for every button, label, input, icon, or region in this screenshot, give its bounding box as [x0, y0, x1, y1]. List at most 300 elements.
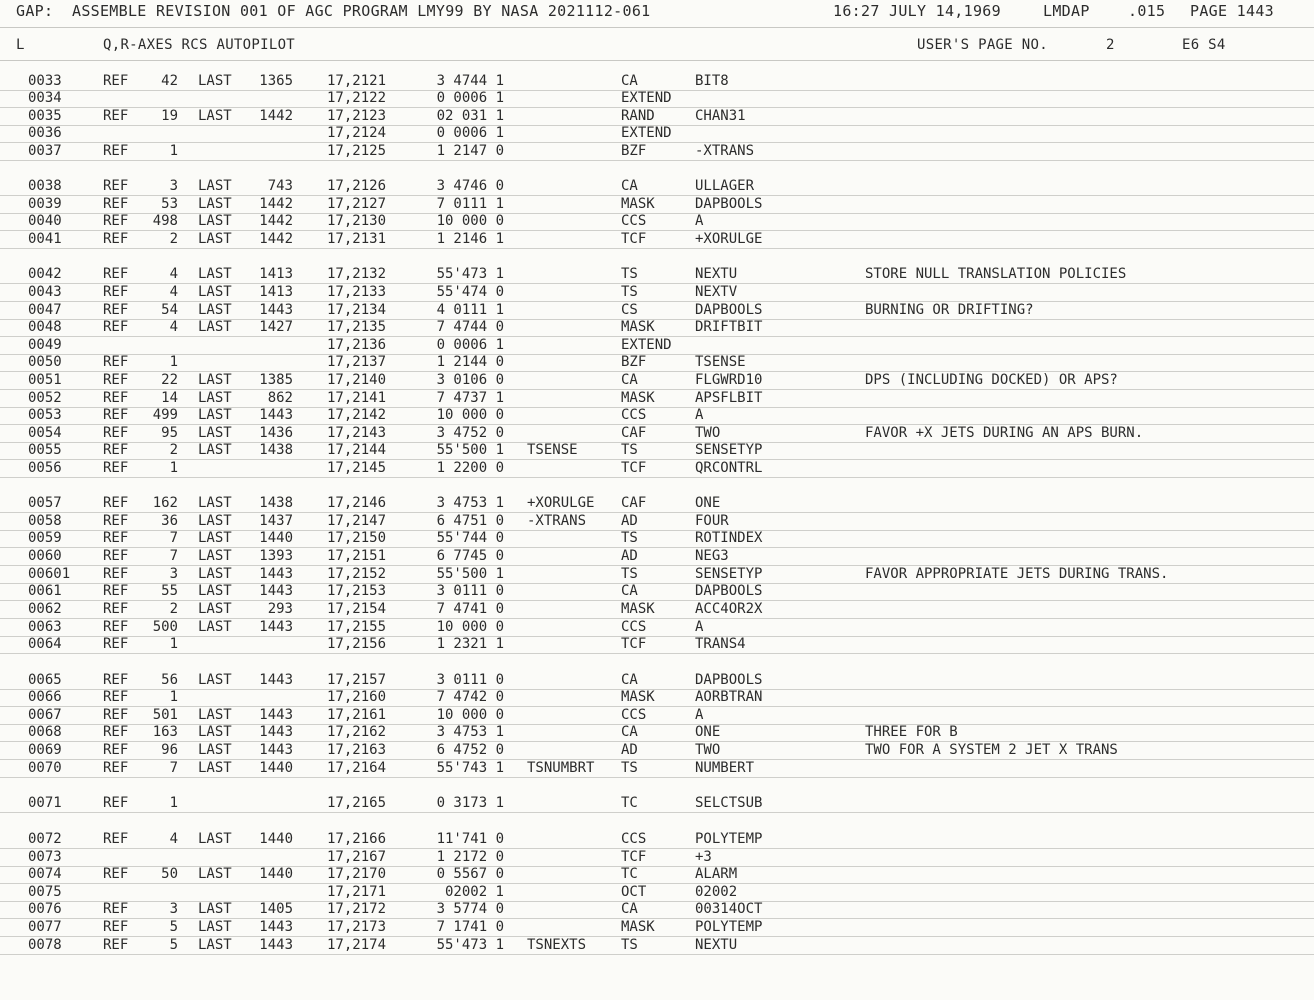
object-code: 10 000 0 — [436, 407, 504, 423]
row-rule — [0, 653, 1314, 654]
listing-row — [0, 866, 1314, 884]
address: 17,2164 — [327, 760, 387, 776]
listing-row — [0, 566, 1314, 584]
listing-row — [0, 372, 1314, 390]
address: 17,2174 — [327, 937, 387, 953]
address: 17,2171 — [327, 884, 387, 900]
section-code: E6 S4 — [1182, 37, 1226, 53]
listing-row — [0, 619, 1314, 637]
ref-keyword: REF — [103, 831, 129, 847]
last-page: 743 — [267, 178, 293, 194]
ref-count: 501 — [152, 707, 178, 723]
ref-keyword: REF — [103, 601, 129, 617]
ref-count: 4 — [169, 319, 178, 335]
ref-count: 36 — [161, 513, 178, 529]
line-number: 0065 — [28, 672, 62, 688]
object-code: 3 4753 1 — [436, 495, 504, 511]
ref-count: 53 — [161, 196, 178, 212]
line-number: 0050 — [28, 354, 62, 370]
last-page: 1443 — [259, 742, 293, 758]
last-page: 1443 — [259, 937, 293, 953]
object-code: 10 000 0 — [436, 707, 504, 723]
opcode: CS — [621, 302, 638, 318]
listing-row — [0, 530, 1314, 548]
line-number: 0033 — [28, 73, 62, 89]
listing-row — [0, 90, 1314, 108]
ref-keyword: REF — [103, 866, 129, 882]
opcode: RAND — [621, 108, 655, 124]
listing-row — [0, 354, 1314, 372]
line-number: 0068 — [28, 724, 62, 740]
ref-keyword: REF — [103, 937, 129, 953]
address: 17,2123 — [327, 108, 387, 124]
ref-count: 95 — [161, 425, 178, 441]
address: 17,2125 — [327, 143, 387, 159]
listing-row — [0, 73, 1314, 91]
ref-count: 4 — [169, 266, 178, 282]
operand: DAPBOOLS — [695, 672, 763, 688]
last-page: 1440 — [259, 831, 293, 847]
opcode: TS — [621, 442, 638, 458]
ref-count: 500 — [152, 619, 178, 635]
line-number: 0041 — [28, 231, 62, 247]
revision-number: .015 — [1128, 2, 1166, 20]
ref-count: 56 — [161, 672, 178, 688]
listing-row — [0, 672, 1314, 690]
object-code: 0 5567 0 — [436, 866, 504, 882]
ref-keyword: REF — [103, 619, 129, 635]
listing-row — [0, 231, 1314, 249]
line-number: 0076 — [28, 901, 62, 917]
ref-keyword: REF — [103, 213, 129, 229]
line-number: 0038 — [28, 178, 62, 194]
opcode: AD — [621, 742, 638, 758]
line-number: 0067 — [28, 707, 62, 723]
ref-count: 7 — [169, 530, 178, 546]
last-page: 1440 — [259, 866, 293, 882]
opcode: BZF — [621, 143, 647, 159]
last-keyword: LAST — [198, 530, 232, 546]
opcode: TC — [621, 795, 638, 811]
address: 17,2141 — [327, 390, 387, 406]
object-code: 3 4746 0 — [436, 178, 504, 194]
ref-count: 5 — [169, 937, 178, 953]
operand: NEXTU — [695, 937, 738, 953]
ref-keyword: REF — [103, 407, 129, 423]
operand: DAPBOOLS — [695, 583, 763, 599]
object-code: 55'500 1 — [436, 566, 504, 582]
object-code: 3 0111 0 — [436, 672, 504, 688]
opcode: EXTEND — [621, 337, 672, 353]
operand: 00314OCT — [695, 901, 763, 917]
last-keyword: LAST — [198, 178, 232, 194]
listing-row — [0, 707, 1314, 725]
listing-row — [0, 795, 1314, 813]
last-page: 1413 — [259, 266, 293, 282]
listing-row — [0, 108, 1314, 126]
operand: TWO — [695, 742, 721, 758]
object-code: 0 0006 1 — [436, 337, 504, 353]
listing-row — [0, 213, 1314, 231]
line-number: 0064 — [28, 636, 62, 652]
line-number: 0074 — [28, 866, 62, 882]
line-number: 0056 — [28, 460, 62, 476]
opcode: CA — [621, 583, 638, 599]
object-code: 55'474 0 — [436, 284, 504, 300]
object-code: 1 2146 1 — [436, 231, 504, 247]
address: 17,2122 — [327, 90, 387, 106]
line-number: 0060 — [28, 548, 62, 564]
operand: POLYTEMP — [695, 919, 763, 935]
last-keyword: LAST — [198, 390, 232, 406]
operand: POLYTEMP — [695, 831, 763, 847]
ref-count: 5 — [169, 919, 178, 935]
line-number: 0058 — [28, 513, 62, 529]
section-title: Q,R-AXES RCS AUTOPILOT — [103, 37, 296, 53]
address: 17,2140 — [327, 372, 387, 388]
last-keyword: LAST — [198, 108, 232, 124]
ref-count: 42 — [161, 73, 178, 89]
ref-count: 7 — [169, 548, 178, 564]
opcode: CA — [621, 901, 638, 917]
opcode: CAF — [621, 495, 647, 511]
opcode: TS — [621, 760, 638, 776]
line-number: 0078 — [28, 937, 62, 953]
comment: TWO FOR A SYSTEM 2 JET X TRANS — [865, 742, 1118, 758]
ref-count: 499 — [152, 407, 178, 423]
row-rule — [0, 812, 1314, 813]
listing-row — [0, 495, 1314, 513]
ref-count: 50 — [161, 866, 178, 882]
last-page: 1443 — [259, 672, 293, 688]
opcode: TCF — [621, 231, 647, 247]
assembly-time: 16:27 JULY 14,1969 — [833, 2, 1001, 20]
ref-keyword: REF — [103, 636, 129, 652]
line-number: 0063 — [28, 619, 62, 635]
ref-count: 1 — [169, 689, 178, 705]
address: 17,2130 — [327, 213, 387, 229]
last-page: 1436 — [259, 425, 293, 441]
operand: SELCTSUB — [695, 795, 763, 811]
last-page: 293 — [267, 601, 293, 617]
address: 17,2162 — [327, 724, 387, 740]
listing-row — [0, 831, 1314, 849]
address: 17,2133 — [327, 284, 387, 300]
operand: A — [695, 707, 704, 723]
row-rule — [0, 477, 1314, 478]
ref-keyword: REF — [103, 143, 129, 159]
object-code: 55'744 0 — [436, 530, 504, 546]
ref-keyword: REF — [103, 108, 129, 124]
opcode: MASK — [621, 390, 655, 406]
line-number: 0048 — [28, 319, 62, 335]
object-code: 11'741 0 — [436, 831, 504, 847]
line-number: 0047 — [28, 302, 62, 318]
operand: A — [695, 619, 704, 635]
object-code: 0 0006 1 — [436, 125, 504, 141]
last-keyword: LAST — [198, 707, 232, 723]
last-page: 1438 — [259, 442, 293, 458]
object-code: 55'743 1 — [436, 760, 504, 776]
object-code: 6 4752 0 — [436, 742, 504, 758]
ref-count: 4 — [169, 831, 178, 847]
line-number: 0062 — [28, 601, 62, 617]
ref-keyword: REF — [103, 672, 129, 688]
opcode: MASK — [621, 919, 655, 935]
listing-row — [0, 601, 1314, 619]
listing-row — [0, 901, 1314, 919]
last-page: 1443 — [259, 707, 293, 723]
opcode: TS — [621, 266, 638, 282]
last-keyword: LAST — [198, 831, 232, 847]
object-code: 4 0111 1 — [436, 302, 504, 318]
listing-row — [0, 513, 1314, 531]
symbol-label: TSNEXTS — [527, 937, 587, 953]
object-code: 55'473 1 — [436, 266, 504, 282]
opcode: BZF — [621, 354, 647, 370]
last-keyword: LAST — [198, 319, 232, 335]
ref-count: 54 — [161, 302, 178, 318]
line-number: 0073 — [28, 849, 62, 865]
operand: TSENSE — [695, 354, 746, 370]
symbol-label: +XORULGE — [527, 495, 595, 511]
address: 17,2160 — [327, 689, 387, 705]
listing-row — [0, 125, 1314, 143]
object-code: 3 4752 0 — [436, 425, 504, 441]
operand: SENSETYP — [695, 566, 763, 582]
ref-count: 498 — [152, 213, 178, 229]
object-code: 7 4742 0 — [436, 689, 504, 705]
object-code: 7 0111 1 — [436, 196, 504, 212]
last-keyword: LAST — [198, 901, 232, 917]
opcode: EXTEND — [621, 125, 672, 141]
address: 17,2173 — [327, 919, 387, 935]
comment: THREE FOR B — [865, 724, 958, 740]
ref-count: 2 — [169, 601, 178, 617]
operand: NEXTU — [695, 266, 738, 282]
address: 17,2152 — [327, 566, 387, 582]
last-keyword: LAST — [198, 407, 232, 423]
operand: BIT8 — [695, 73, 729, 89]
listing-row — [0, 460, 1314, 478]
ref-count: 2 — [169, 442, 178, 458]
listing-row — [0, 937, 1314, 955]
operand: ONE — [695, 495, 721, 511]
last-page: 1440 — [259, 530, 293, 546]
ref-keyword: REF — [103, 196, 129, 212]
opcode: CA — [621, 672, 638, 688]
line-number: 0070 — [28, 760, 62, 776]
last-page: 1443 — [259, 619, 293, 635]
operand: ROTINDEX — [695, 530, 763, 546]
address: 17,2157 — [327, 672, 387, 688]
last-page: 1365 — [259, 73, 293, 89]
last-page: 1405 — [259, 901, 293, 917]
last-keyword: LAST — [198, 495, 232, 511]
ref-keyword: REF — [103, 372, 129, 388]
opcode: AD — [621, 548, 638, 564]
last-keyword: LAST — [198, 196, 232, 212]
address: 17,2127 — [327, 196, 387, 212]
ref-keyword: REF — [103, 795, 129, 811]
operand: FLGWRD10 — [695, 372, 763, 388]
address: 17,2134 — [327, 302, 387, 318]
last-keyword: LAST — [198, 566, 232, 582]
row-rule — [0, 160, 1314, 161]
last-page: 1413 — [259, 284, 293, 300]
line-number: 0036 — [28, 125, 62, 141]
last-keyword: LAST — [198, 866, 232, 882]
line-number: 0052 — [28, 390, 62, 406]
address: 17,2131 — [327, 231, 387, 247]
listing-row — [0, 742, 1314, 760]
line-number: 0035 — [28, 108, 62, 124]
listing-row — [0, 284, 1314, 302]
last-page: 1443 — [259, 724, 293, 740]
last-page: 1438 — [259, 495, 293, 511]
opcode: MASK — [621, 319, 655, 335]
last-page: 862 — [267, 390, 293, 406]
opcode: MASK — [621, 689, 655, 705]
user-page-number: 2 — [1106, 37, 1115, 53]
line-number: 0075 — [28, 884, 62, 900]
address: 17,2124 — [327, 125, 387, 141]
object-code: 1 2144 0 — [436, 354, 504, 370]
program-name: LMDAP — [1043, 2, 1090, 20]
object-code: 1 2321 1 — [436, 636, 504, 652]
last-page: 1385 — [259, 372, 293, 388]
last-keyword: LAST — [198, 442, 232, 458]
ref-keyword: REF — [103, 760, 129, 776]
ref-keyword: REF — [103, 73, 129, 89]
page-number: PAGE 1443 — [1190, 2, 1274, 20]
ref-count: 19 — [161, 108, 178, 124]
row-rule — [0, 954, 1314, 955]
last-page: 1440 — [259, 760, 293, 776]
last-page: 1442 — [259, 213, 293, 229]
listing-row — [0, 337, 1314, 355]
ref-count: 14 — [161, 390, 178, 406]
operand: CHAN31 — [695, 108, 746, 124]
ref-keyword: REF — [103, 548, 129, 564]
object-code: 10 000 0 — [436, 213, 504, 229]
section-flag: L — [16, 37, 25, 53]
object-code: 7 4737 1 — [436, 390, 504, 406]
last-keyword: LAST — [198, 724, 232, 740]
address: 17,2137 — [327, 354, 387, 370]
address: 17,2167 — [327, 849, 387, 865]
user-page-label: USER'S PAGE NO. — [917, 37, 1048, 53]
operand: NEG3 — [695, 548, 729, 564]
line-number: 0061 — [28, 583, 62, 599]
address: 17,2151 — [327, 548, 387, 564]
line-number: 0040 — [28, 213, 62, 229]
address: 17,2163 — [327, 742, 387, 758]
ref-count: 162 — [152, 495, 178, 511]
ref-keyword: REF — [103, 284, 129, 300]
line-number: 00601 — [28, 566, 71, 582]
object-code: 3 4744 1 — [436, 73, 504, 89]
ref-keyword: REF — [103, 460, 129, 476]
opcode: CA — [621, 724, 638, 740]
operand: TRANS4 — [695, 636, 746, 652]
line-number: 0043 — [28, 284, 62, 300]
listing-row — [0, 425, 1314, 443]
listing-row — [0, 689, 1314, 707]
address: 17,2154 — [327, 601, 387, 617]
operand: DAPBOOLS — [695, 196, 763, 212]
object-code: 3 0111 0 — [436, 583, 504, 599]
object-code: 0 0006 1 — [436, 90, 504, 106]
object-code: 6 4751 0 — [436, 513, 504, 529]
last-page: 1443 — [259, 407, 293, 423]
address: 17,2143 — [327, 425, 387, 441]
comment: FAVOR APPROPRIATE JETS DURING TRANS. — [865, 566, 1169, 582]
object-code: 1 2200 0 — [436, 460, 504, 476]
address: 17,2165 — [327, 795, 387, 811]
address: 17,2126 — [327, 178, 387, 194]
address: 17,2172 — [327, 901, 387, 917]
address: 17,2155 — [327, 619, 387, 635]
object-code: 02 031 1 — [436, 108, 504, 124]
object-code: 3 5774 0 — [436, 901, 504, 917]
ref-keyword: REF — [103, 354, 129, 370]
address: 17,2136 — [327, 337, 387, 353]
ref-count: 163 — [152, 724, 178, 740]
ref-count: 1 — [169, 354, 178, 370]
listing-row — [0, 760, 1314, 778]
opcode: EXTEND — [621, 90, 672, 106]
symbol-label: TSNUMBRT — [527, 760, 595, 776]
last-page: 1442 — [259, 196, 293, 212]
operand: QRCONTRL — [695, 460, 763, 476]
last-page: 1442 — [259, 231, 293, 247]
last-keyword: LAST — [198, 372, 232, 388]
address: 17,2146 — [327, 495, 387, 511]
last-keyword: LAST — [198, 284, 232, 300]
object-code: 55'500 1 — [436, 442, 504, 458]
address: 17,2144 — [327, 442, 387, 458]
operand: NEXTV — [695, 284, 738, 300]
opcode: TS — [621, 937, 638, 953]
ref-count: 2 — [169, 231, 178, 247]
ref-keyword: REF — [103, 513, 129, 529]
listing-row — [0, 583, 1314, 601]
last-page: 1443 — [259, 566, 293, 582]
ref-count: 4 — [169, 284, 178, 300]
line-number: 0055 — [28, 442, 62, 458]
line-number: 0034 — [28, 90, 62, 106]
operand: A — [695, 213, 704, 229]
ref-count: 1 — [169, 636, 178, 652]
operand: DAPBOOLS — [695, 302, 763, 318]
comment: STORE NULL TRANSLATION POLICIES — [865, 266, 1127, 282]
last-keyword: LAST — [198, 425, 232, 441]
object-code: 02002 1 — [444, 884, 504, 900]
listing-row — [0, 390, 1314, 408]
last-keyword: LAST — [198, 513, 232, 529]
last-page: 1443 — [259, 302, 293, 318]
listing-row — [0, 407, 1314, 425]
line-number: 0077 — [28, 919, 62, 935]
address: 17,2170 — [327, 866, 387, 882]
ref-keyword: REF — [103, 425, 129, 441]
ref-count: 3 — [169, 901, 178, 917]
address: 17,2132 — [327, 266, 387, 282]
object-code: 3 0106 0 — [436, 372, 504, 388]
ref-keyword: REF — [103, 302, 129, 318]
listing-row — [0, 319, 1314, 337]
